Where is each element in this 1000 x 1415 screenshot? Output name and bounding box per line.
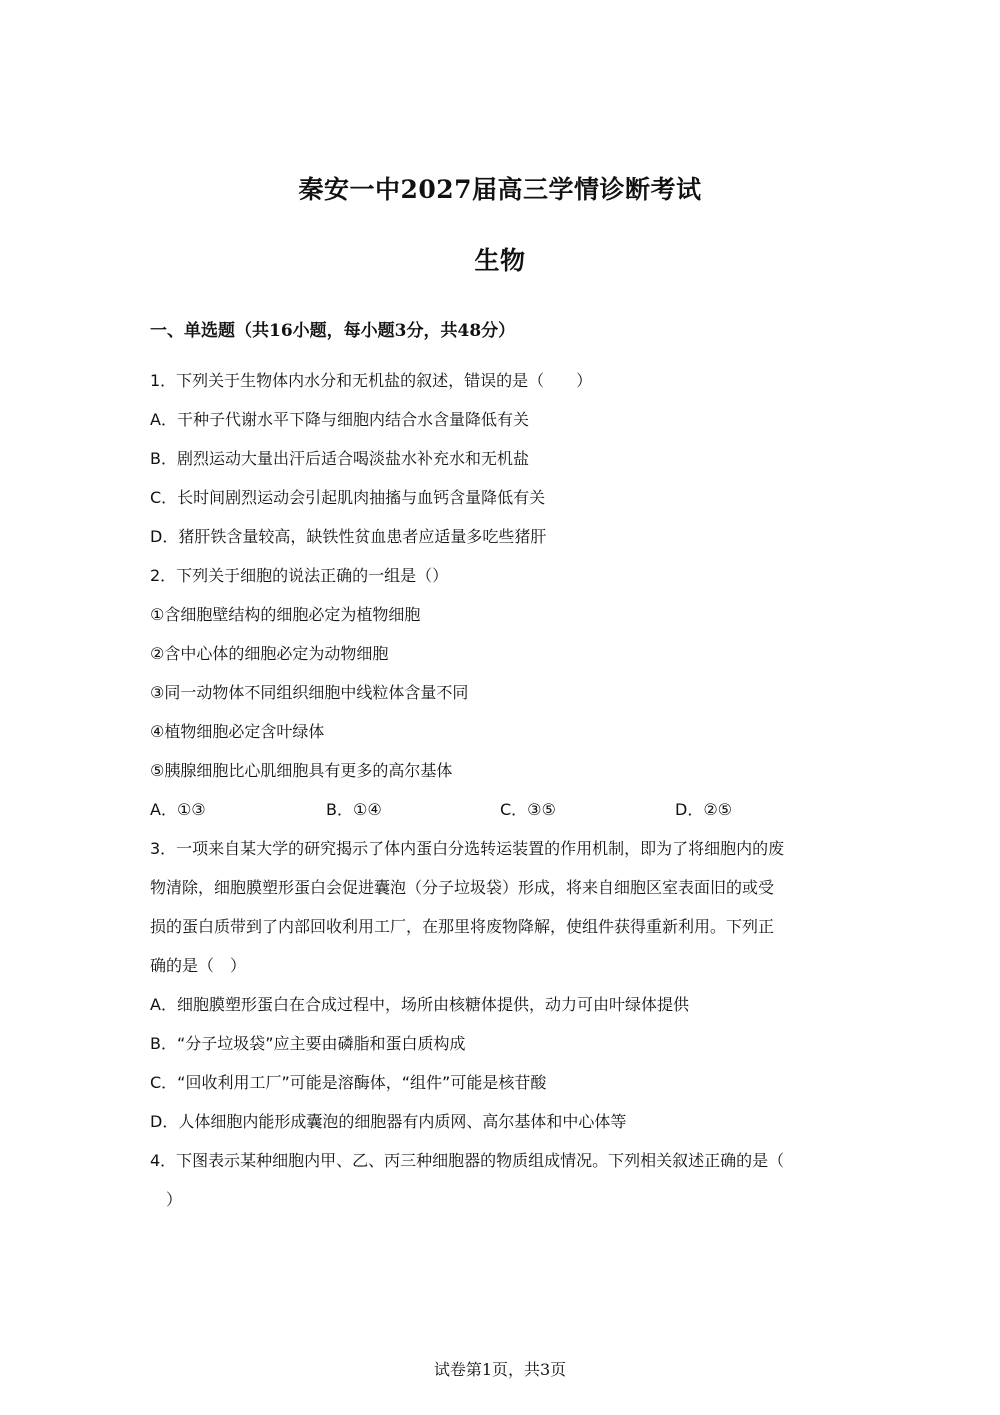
question-2-stem: 2．下列关于细胞的说法正确的一组是（） xyxy=(150,566,449,585)
question-3-option-a: A．细胞膜塑形蛋白在合成过程中，场所由核糖体提供，动力可由叶绿体提供 xyxy=(150,995,689,1014)
question-2-option-c: C．③⑤ xyxy=(500,800,556,819)
question-1-option-b: B．剧烈运动大量出汗后适合喝淡盐水补充水和无机盐 xyxy=(150,449,529,468)
question-2-option-a: A．①③ xyxy=(150,800,206,819)
subject-title: 生物 xyxy=(474,246,526,275)
question-4-stem-line-1: 4．下图表示某种细胞内甲、乙、丙三种细胞器的物质组成情况。下列相关叙述正确的是（ xyxy=(150,1151,785,1170)
question-4-stem-line-2: ） xyxy=(150,1190,183,1209)
question-1-stem: 1．下列关于生物体内水分和无机盐的叙述，错误的是（ ） xyxy=(150,371,593,390)
question-2-option-d: D．②⑤ xyxy=(675,800,733,819)
exam-title: 秦安一中2027届高三学情诊断考试 xyxy=(298,175,702,204)
question-3-option-b: B．“分子垃圾袋”应主要由磷脂和蛋白质构成 xyxy=(150,1034,466,1053)
question-2-statement-1: ①含细胞壁结构的细胞必定为植物细胞 xyxy=(150,605,421,624)
question-2-option-b: B．①④ xyxy=(326,800,382,819)
question-3-option-c: C．“回收利用工厂”可能是溶酶体，“组件”可能是核苷酸 xyxy=(150,1073,547,1092)
question-2-statement-4: ④植物细胞必定含叶绿体 xyxy=(150,722,325,741)
question-3-stem-line-1: 3．一项来自某大学的研究揭示了体内蛋白分选转运装置的作用机制，即为了将细胞内的废 xyxy=(150,839,785,858)
question-3-stem-line-3: 损的蛋白质带到了内部回收利用工厂，在那里将废物降解，使组件获得重新利用。下列正 xyxy=(150,917,775,936)
question-1-option-d: D．猪肝铁含量较高，缺铁性贫血患者应适量多吃些猪肝 xyxy=(150,527,547,546)
question-1-option-c: C．长时间剧烈运动会引起肌肉抽搐与血钙含量降低有关 xyxy=(150,488,546,507)
section-heading: 一、单选题（共16小题，每小题3分，共48分） xyxy=(150,321,516,341)
question-3-stem-line-2: 物清除，细胞膜塑形蛋白会促进囊泡（分子垃圾袋）形成，将来自细胞区室表面旧的或受 xyxy=(150,878,775,897)
question-2-statement-3: ③同一动物体不同组织细胞中线粒体含量不同 xyxy=(150,683,469,702)
question-2-statement-5: ⑤胰腺细胞比心肌细胞具有更多的高尔基体 xyxy=(150,761,453,780)
question-3-stem-line-4: 确的是（ ） xyxy=(150,956,247,975)
question-2-statement-2: ②含中心体的细胞必定为动物细胞 xyxy=(150,644,389,663)
question-1-option-a: A．干种子代谢水平下降与细胞内结合水含量降低有关 xyxy=(150,410,529,429)
page-footer: 试卷第1页，共3页 xyxy=(433,1360,567,1379)
question-3-option-d: D．人体细胞内能形成囊泡的细胞器有内质网、高尔基体和中心体等 xyxy=(150,1112,627,1131)
question-2-options xyxy=(150,800,850,820)
